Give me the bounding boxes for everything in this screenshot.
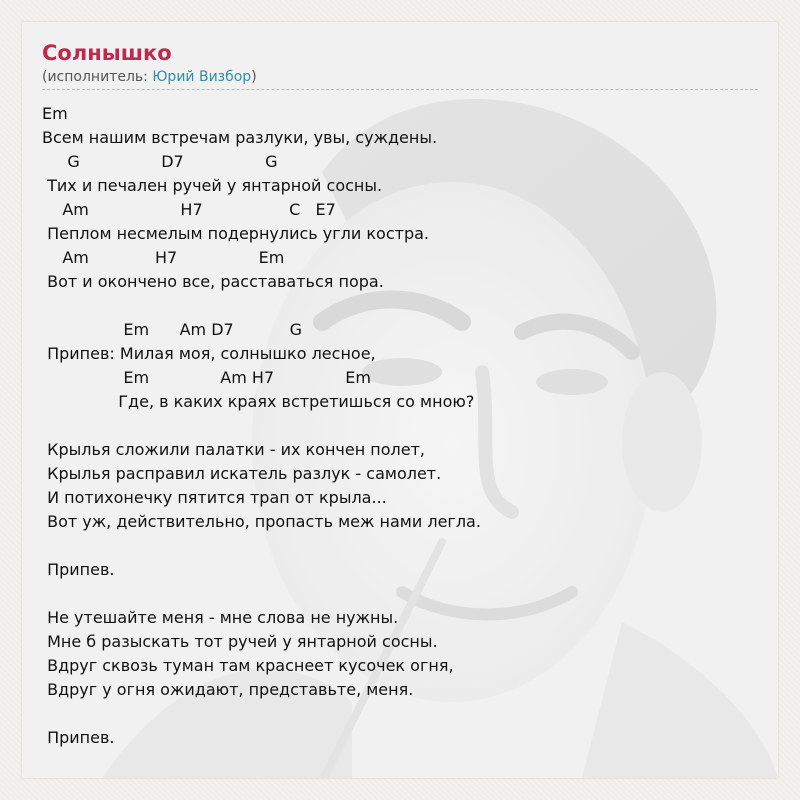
lyrics-line bbox=[42, 582, 758, 606]
lyrics-line: Припев. bbox=[42, 560, 115, 579]
lyrics-line: Вдруг сквозь туман там краснеет кусочек огня, bbox=[42, 656, 454, 675]
lyrics-line bbox=[42, 534, 758, 558]
song-header bbox=[42, 40, 758, 86]
lyrics-line: G D7 G bbox=[42, 152, 278, 171]
lyrics-line: Тих и печален ручей у янтарной сосны. bbox=[42, 176, 383, 195]
lyrics-line: Крылья сложили палатки - их кончен полет, bbox=[42, 440, 425, 459]
performer-line bbox=[42, 68, 758, 86]
header-divider bbox=[42, 89, 758, 90]
lyrics-line bbox=[42, 294, 758, 318]
lyrics-line: Am H7 Em bbox=[42, 248, 285, 267]
lyrics-line: Em Am H7 Em bbox=[42, 368, 371, 387]
lyrics-line: Не утешайте меня - мне слова не нужны. bbox=[42, 608, 399, 627]
song-card bbox=[22, 22, 778, 778]
lyrics-line bbox=[42, 702, 758, 726]
lyrics-line: Припев. bbox=[42, 728, 115, 747]
lyrics-line: Крылья расправил искатель разлук - самолет. bbox=[42, 464, 442, 483]
lyrics-line: И потихонечку пятится трап от крыла... bbox=[42, 488, 387, 507]
lyrics-line: Припев: Милая моя, солнышко лесное, bbox=[42, 344, 376, 363]
lyrics-line: Am H7 C E7 bbox=[42, 200, 336, 219]
performer-suffix: ) bbox=[251, 69, 257, 85]
lyrics-line: Пеплом несмелым подернулись угли костра. bbox=[42, 224, 430, 243]
performer-link[interactable]: Юрий Визбор bbox=[152, 69, 252, 85]
lyrics-line: Вот и окончено все, расставаться пора. bbox=[42, 272, 384, 291]
lyrics-line: Мне б разыскать тот ручей у янтарной сосны. bbox=[42, 632, 438, 651]
lyrics-line: Em Am D7 G bbox=[42, 320, 303, 339]
performer-prefix: (исполнитель: bbox=[42, 69, 153, 85]
lyrics-line: Вдруг у огня ожидают, представьте, меня. bbox=[42, 680, 414, 699]
lyrics-line: Всем нашим встречам разлуки, увы, суждены. bbox=[42, 128, 438, 147]
lyrics-line: Em bbox=[42, 104, 68, 123]
lyrics-block bbox=[42, 102, 758, 750]
song-title: Солнышко bbox=[42, 41, 172, 65]
lyrics-line: Вот уж, действительно, пропасть меж нами легла. bbox=[42, 512, 481, 531]
lyrics-line bbox=[42, 414, 758, 438]
lyrics-line: Где, в каких краях встретишься со мною? bbox=[42, 392, 475, 411]
